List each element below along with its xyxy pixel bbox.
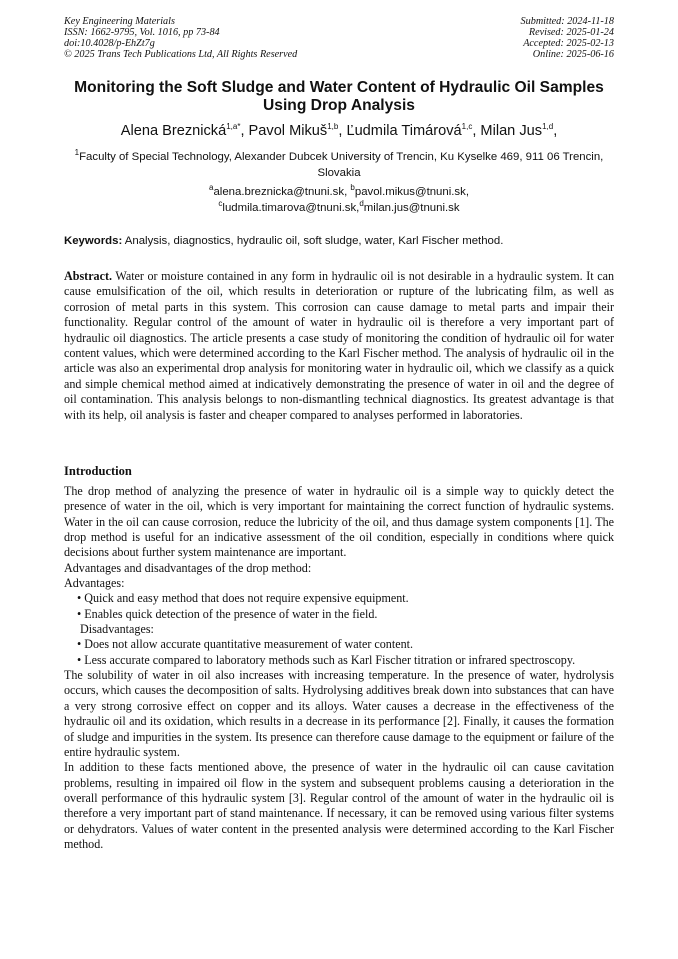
author-name: Alena Breznická	[120, 123, 227, 139]
date-submitted: Submitted: 2024-11-18	[520, 16, 614, 27]
journal-name: Key Engineering Materials	[64, 16, 175, 27]
author-sup: 1,c	[461, 122, 473, 132]
list-item: • Does not allow accurate quantitative measurement of water content.	[77, 637, 414, 652]
author-list: Alena Breznická$^{1,a*}$, Pavol Mikuš$^{1,b}$, Ľudmila Timárová$^{1,c}$, Milan Jus$^{1,d}$,	[120, 122, 558, 139]
paragraph: The solubility of water in oil also increases with increasing temperature. In the presence of water, hydrolysis occurs, which causes the decomposition of salts. Hydrolysing additives break down into substances that can have a very strong corrosive effect on copper and its alloys. Water causes a decrease in the effectiveness of the hydraulic oil and its oxidation, which results in a decrease in its performance [2]. Finally, it causes the formation of sludge and impurities in the system. Its presence can therefore cause damage to the equipment or failure of the entire hydraulic system.	[64, 668, 614, 759]
journal-copyright: © 2025 Trans Tech Publications Ltd, All Rights Reserved	[64, 49, 298, 60]
list-item: • Less accurate compared to laboratory methods such as Karl Fischer titration or infrared spectroscopy.	[77, 652, 576, 667]
paper-title: Monitoring the Soft Sludge and Water Content of Hydraulic Oil Samples Using Drop Analysis	[74, 79, 604, 114]
list-intro: Advantages and disadvantages of the drop method:	[64, 560, 312, 575]
keywords-label: Keywords:	[64, 235, 123, 247]
list-item: • Enables quick detection of the presence of water in the field.	[77, 606, 378, 621]
journal-doi[interactable]: doi:10.4028/p-EhZt7g	[64, 38, 155, 49]
email-address[interactable]: alena.breznicka@tnuni.sk	[213, 186, 345, 198]
disadvantages-label: Disadvantages:	[80, 622, 154, 637]
email-list: $^a$alena.breznicka@tnuni.sk, $^b$pavol.mikus@tnuni.sk, $^c$ludmila.timarova@tnuni.sk,$^d$milan.jus@tnuni.sk	[209, 183, 469, 214]
advantages-label: Advantages:	[64, 576, 125, 591]
abstract-label: Abstract.	[64, 269, 113, 283]
introduction-body	[64, 484, 614, 852]
author-name: Ľudmila Timárová	[346, 123, 462, 139]
author-sup: 1,a*	[226, 122, 241, 132]
paragraph: In addition to these facts mentioned above, the presence of water in the hydraulic oil can cause cavitation problems, resulting in impaired oil flow in the system and subsequent problems causing a deterioration in the overall performance of this hydraulic system [3]. Regular control of the amount of water in the hydraulic oil is therefore a very important part of stand maintenance. If necessary, it can be removed using various filter systems or dehydrators. Values of water content in the presented analysis were determined according to the Karl Fischer method.	[64, 760, 614, 851]
email-sup: d	[359, 199, 364, 209]
date-online: Online: 2025-06-16	[532, 49, 614, 60]
journal-issn: ISSN: 1662-9795, Vol. 1016, pp 73-84	[64, 27, 220, 38]
publication-dates	[521, 16, 614, 60]
list-item: • Quick and easy method that does not require expensive equipment.	[77, 591, 409, 606]
author-sup: 1,d	[542, 122, 554, 132]
affiliation-sup: 1	[74, 148, 80, 158]
affiliation	[60, 149, 618, 181]
section-title-introduction: Introduction	[64, 464, 132, 478]
email-sup: a	[209, 183, 214, 193]
email-address[interactable]: ludmila.timarova@tnuni.sk	[222, 202, 357, 214]
email-sup: c	[218, 199, 223, 209]
date-revised: Revised: 2025-01-24	[528, 27, 614, 38]
paragraph: The drop method of analyzing the presence of water in hydraulic oil is a simple way to quickly detect the presence of water in the oil, which is very important for maintaining the correct function of hydraulic systems. Water in the oil can cause corrosion, reduce the lubricity of the oil, and thus damage system components [1]. The drop method is useful for an indicative assessment of the oil condition, especially in conditions where quick decisions about further system maintenance are important.	[64, 484, 614, 560]
abstract	[64, 269, 614, 423]
email-sup: b	[350, 183, 355, 193]
author-name: Pavol Mikuš	[248, 123, 328, 139]
keywords-text: Analysis, diagnostics, hydraulic oil, soft sludge, water, Karl Fischer method.	[124, 235, 504, 247]
author-name: Milan Jus	[480, 123, 543, 139]
date-accepted: Accepted: 2025-02-13	[523, 38, 614, 49]
journal-info	[64, 16, 297, 60]
author-sup: 1,b	[327, 122, 339, 132]
keywords	[64, 234, 614, 249]
email-address[interactable]: milan.jus@tnuni.sk	[363, 202, 460, 214]
abstract-text: Water or moisture contained in any form in hydraulic oil is not desirable in a hydraulic system. It can cause emulsification of the oil, which results in deterioration or rupture of the lubricating film, as well as corrosion of metal parts in this system. This corrosion can cause damage to metal parts and impair their functionality. Regular control of the amount of water in hydraulic oil is therefore a very important part of hydraulic oil diagnostics. The article presents a case study of monitoring the condition of hydraulic oil for water content values, which were determined according to the Karl Fischer method. The analysis of hydraulic oil in the article was also an experimental drop analysis for monitoring water in hydraulic oil, which we classify as a quick and simple chemical method aimed at indicatively demonstrating the presence of water in oil and the degree of oil contamination. This analysis belongs to non-dismantling technical diagnostics. Its greatest advantage is that with its help, oil analysis is faster and cheaper compared to analyses performed in laboratories.	[64, 269, 614, 422]
affiliation-text: Faculty of Special Technology, Alexander Dubcek University of Trencin, Ku Kyselke 469, 911 06 Trencin, Slovakia	[79, 151, 604, 179]
email-address[interactable]: pavol.mikus@tnuni.sk	[354, 186, 466, 198]
